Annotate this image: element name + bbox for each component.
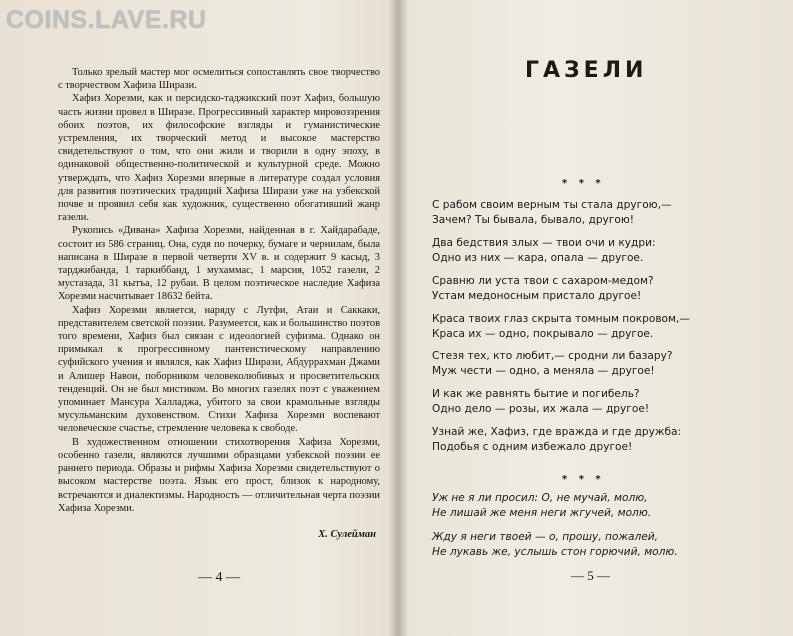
stanza-separator: * * * [562, 178, 605, 189]
verse-line: Зачем? Ты бывала, бывало, другою! [432, 214, 635, 226]
verse-line: Уж не я ли просил: О, не мучай, молю, [432, 492, 648, 504]
paragraph: Только зрелый мастер мог осмелиться сопоставлять свое творчество с творчеством Хафиза Ширази. [58, 67, 380, 92]
paragraph: Рукопись «Дивана» Хафиза Хорезми, найденная в г. Хайдарабаде, состоит из 586 страниц. Она, судя по почерку, бумаге и чернилам, была написана в Ширазе в первой четверти XV в. и содержит 9 касыд, 3 тарджибанда, 1 таркиббанд, 1 мухаммас, 1 марсия, 1052 газели, 2 мустазада, 31 кытъа, 12 рубаи. В целом поэтическое наследие Хафиза Хорезми насчитывает 18632 бейта. [58, 225, 380, 303]
verse-line: Два бедствия злых — твои очи и кудри: [432, 237, 656, 249]
paragraph: Хафиз Хорезми, как и персидско-таджикский поэт Хафиз, большую часть жизни провел в Ширазе. Прогрессивный характер мировоззрения обоих поэтов, их философские взгляды и гуманистические устремления, их творческий метод и высокое мастерство свидетельствуют о том, что они жили и творили в одну эпоху, в одинаковой общественно-политической и культурной среде. Можно утверждать, что Хафиз Хорезми впервые в литературе создал условия для развития поэтических традиций Хафиза Ширази уже на узбекской почве и проявил себя как художник, существенно обогативший жанр газели. [58, 93, 380, 224]
couplet [432, 425, 732, 455]
verse-line: С рабом своим верным ты стала другою,— [432, 199, 672, 211]
verse-line: Муж чести — одно, а меняла — другое! [432, 365, 655, 377]
verse-line: Подобья с одним избежало другое! [432, 441, 633, 453]
couplet [432, 198, 732, 228]
couplet [432, 274, 732, 304]
verse-line: Не лишай же меня неги жгучей, молю. [432, 507, 652, 519]
couplet [432, 312, 732, 342]
page-number-left: — 4 — [198, 570, 240, 585]
couplet [432, 530, 732, 560]
verse-line: Стезя тех, кто любит,— сродни ли базару? [432, 350, 673, 362]
paragraph: В художественном отношении стихотворения Хафиза Хорезми, особенно газели, являются лучшими образцами узбекской поэзии ее раннего периода. Образы и рифмы Хафиза Хорезми свидетельствуют о высоком мастерстве поэта. Язык его прост, близок к народному, встречаются и диалектизмы. Народность — отличительная черта поэзии Хафиза Хорезми. [58, 436, 380, 514]
verse-line: Одно из них — кара, опала — другое. [432, 252, 644, 264]
paragraph: Хафиз Хорезми является, наряду с Лутфи, Атаи и Саккаки, представителем светской поэзии. Разумеется, как и большинство поэтов того времени, Хафиз был связан с идеологией суфизма. Однако он примыкал к прогрессивному пантеистическому направлению суфийского учения и являлся, как Хафиз Ширази, Абдуррахман Джами и Алишер Навои, поборником человеколюбивых и просветительских тенденций. Он не был мистиком. Во многих газелях поэт с уважением упоминает Мансура Халладжа, убитого за свои крамольные взгляды мусульманским духовенством. Стихи Хафиза Хорезми воспевают человеческое счастье, стремление человека к свободе. [58, 304, 380, 435]
couplet [432, 491, 732, 521]
stanza-separator: * * * [562, 474, 605, 485]
verse-line: Устам медоносным пристало другое! [432, 290, 642, 302]
couplet [432, 387, 732, 417]
verse-line: Сравню ли уста твои с сахаром-медом? [432, 275, 654, 287]
verse-line: Жду я неги твоей — о, прошу, пожалей, [432, 531, 659, 543]
couplet [432, 236, 732, 266]
left-page [58, 66, 380, 596]
section-title: ГАЗЕЛИ [525, 58, 648, 83]
right-page [432, 50, 732, 610]
verse-line: Узнай же, Хафиз, где вражда и где дружба: [432, 426, 682, 438]
couplet [432, 349, 732, 379]
author-signature: Х. Сулейман [318, 529, 376, 540]
verse-line: Краса твоих глаз скрыта томным покровом,— [432, 313, 690, 325]
verse-line: Не лукавь же, услышь стон горючий, молю. [432, 546, 678, 558]
watermark: COINS.LAVE.RU [6, 6, 207, 34]
page-number-right: — 5 — [571, 568, 610, 583]
verse-line: Краса их — одно, покрывало — другое. [432, 328, 654, 340]
verse-line: И как же равнять бытие и погибель? [432, 388, 640, 400]
verse-line: Одно дело — розы, их жала — другое! [432, 403, 650, 415]
